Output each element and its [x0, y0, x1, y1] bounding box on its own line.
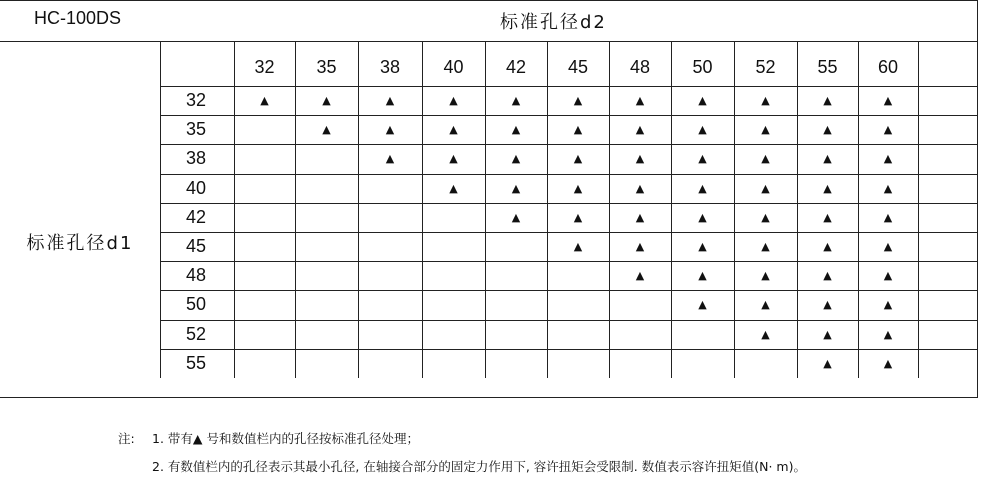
note-line-2: 2. 有数值栏内的孔径表示其最小孔径, 在轴接合部分的固定力作用下, 容许扭矩会受限制. 数值表示容许扭矩值(N· m)。	[152, 459, 806, 474]
triangle-mark-icon: ▲	[883, 181, 893, 195]
triangle-mark-icon: ▲	[449, 94, 458, 108]
triangle-mark-icon: ▲	[449, 181, 458, 195]
triangle-mark-icon: ▲	[511, 123, 521, 137]
column-header: 35	[316, 57, 337, 77]
title-divider	[0, 41, 978, 42]
triangle-mark-icon: ▲	[635, 269, 645, 283]
column-header: 55	[817, 57, 838, 77]
triangle-mark-icon: ▲	[761, 298, 770, 312]
triangle-mark-icon: ▲	[761, 327, 770, 341]
column-header: 40	[443, 57, 464, 77]
triangle-mark-icon: ▲	[823, 210, 832, 224]
row-label: 52	[186, 323, 207, 344]
model-label: HC-100DS	[34, 8, 122, 28]
triangle-mark-icon: ▲	[823, 356, 832, 370]
triangle-mark-icon: ▲	[511, 181, 521, 195]
triangle-mark-icon: ▲	[698, 269, 707, 283]
triangle-mark-icon: ▲	[823, 152, 832, 166]
triangle-mark-icon: ▲	[573, 210, 583, 224]
row-label: 42	[186, 206, 207, 227]
triangle-mark-icon: ▲	[635, 94, 645, 108]
triangle-mark-icon: ▲	[761, 210, 770, 224]
triangle-mark-icon: ▲	[322, 123, 331, 137]
triangle-mark-icon: ▲	[511, 152, 521, 166]
row-label: 55	[186, 352, 207, 373]
triangle-mark-icon: ▲	[823, 94, 832, 108]
row-label: 45	[186, 236, 207, 257]
triangle-mark-icon: ▲	[823, 269, 832, 283]
column-header: 45	[567, 57, 589, 77]
triangle-mark-icon: ▲	[823, 123, 832, 137]
triangle-mark-icon: ▲	[698, 123, 707, 137]
d1-axis-title: 标准孔径d1	[26, 233, 134, 254]
column-divider	[918, 41, 919, 378]
triangle-mark-icon: ▲	[761, 269, 770, 283]
triangle-mark-icon: ▲	[511, 94, 521, 108]
triangle-mark-icon: ▲	[573, 123, 583, 137]
triangle-mark-icon: ▲	[698, 298, 707, 312]
triangle-mark-icon: ▲	[823, 240, 832, 254]
triangle-mark-icon: ▲	[761, 152, 770, 166]
column-header: 42	[505, 57, 527, 77]
triangle-mark-icon: ▲	[635, 123, 645, 137]
triangle-mark-icon: ▲	[573, 181, 583, 195]
column-header: 60	[877, 57, 899, 77]
triangle-mark-icon: ▲	[385, 123, 395, 137]
notes-prefix: 注:	[118, 431, 135, 446]
triangle-mark-icon: ▲	[322, 94, 331, 108]
row-label: 35	[186, 119, 207, 140]
column-header: 52	[755, 57, 776, 77]
triangle-mark-icon: ▲	[635, 240, 645, 254]
triangle-mark-icon: ▲	[511, 210, 521, 224]
triangle-mark-icon: ▲	[883, 269, 893, 283]
column-header: 32	[254, 57, 275, 77]
triangle-mark-icon: ▲	[449, 152, 458, 166]
triangle-mark-icon: ▲	[635, 210, 645, 224]
column-header: 50	[692, 57, 713, 77]
triangle-mark-icon: ▲	[761, 94, 770, 108]
column-header: 38	[379, 57, 401, 77]
triangle-mark-icon: ▲	[883, 94, 893, 108]
triangle-mark-icon: ▲	[698, 181, 707, 195]
triangle-mark-icon: ▲	[385, 152, 395, 166]
column-header: 48	[629, 57, 651, 77]
triangle-mark-icon: ▲	[761, 181, 770, 195]
triangle-mark-icon: ▲	[635, 152, 645, 166]
triangle-mark-icon: ▲	[698, 94, 707, 108]
triangle-mark-icon: ▲	[823, 181, 832, 195]
triangle-mark-icon: ▲	[883, 356, 893, 370]
row-label: 48	[186, 265, 207, 286]
triangle-mark-icon: ▲	[883, 123, 893, 137]
triangle-mark-icon: ▲	[698, 152, 707, 166]
triangle-mark-icon: ▲	[883, 298, 893, 312]
row-label: 38	[186, 148, 207, 169]
triangle-mark-icon: ▲	[823, 298, 832, 312]
triangle-mark-icon: ▲	[883, 152, 893, 166]
triangle-mark-icon: ▲	[573, 152, 583, 166]
triangle-mark-icon: ▲	[883, 210, 893, 224]
d2-axis-title: 标准孔径d2	[500, 12, 607, 33]
triangle-mark-icon: ▲	[698, 210, 707, 224]
note-line-1: 1. 带有▲ 号和数值栏内的孔径按标准孔径处理；	[152, 431, 419, 446]
row-label: 50	[186, 294, 207, 315]
triangle-mark-icon: ▲	[385, 94, 395, 108]
triangle-mark-icon: ▲	[761, 123, 770, 137]
triangle-mark-icon: ▲	[635, 181, 645, 195]
triangle-mark-icon: ▲	[573, 94, 583, 108]
triangle-mark-icon: ▲	[260, 94, 269, 108]
triangle-mark-icon: ▲	[573, 240, 583, 254]
triangle-mark-icon: ▲	[449, 123, 458, 137]
row-label: 32	[186, 90, 207, 111]
triangle-mark-icon: ▲	[698, 240, 707, 254]
triangle-mark-icon: ▲	[823, 327, 832, 341]
triangle-mark-icon: ▲	[883, 240, 893, 254]
row-label: 40	[186, 177, 207, 198]
triangle-mark-icon: ▲	[761, 240, 770, 254]
triangle-mark-icon: ▲	[883, 327, 893, 341]
